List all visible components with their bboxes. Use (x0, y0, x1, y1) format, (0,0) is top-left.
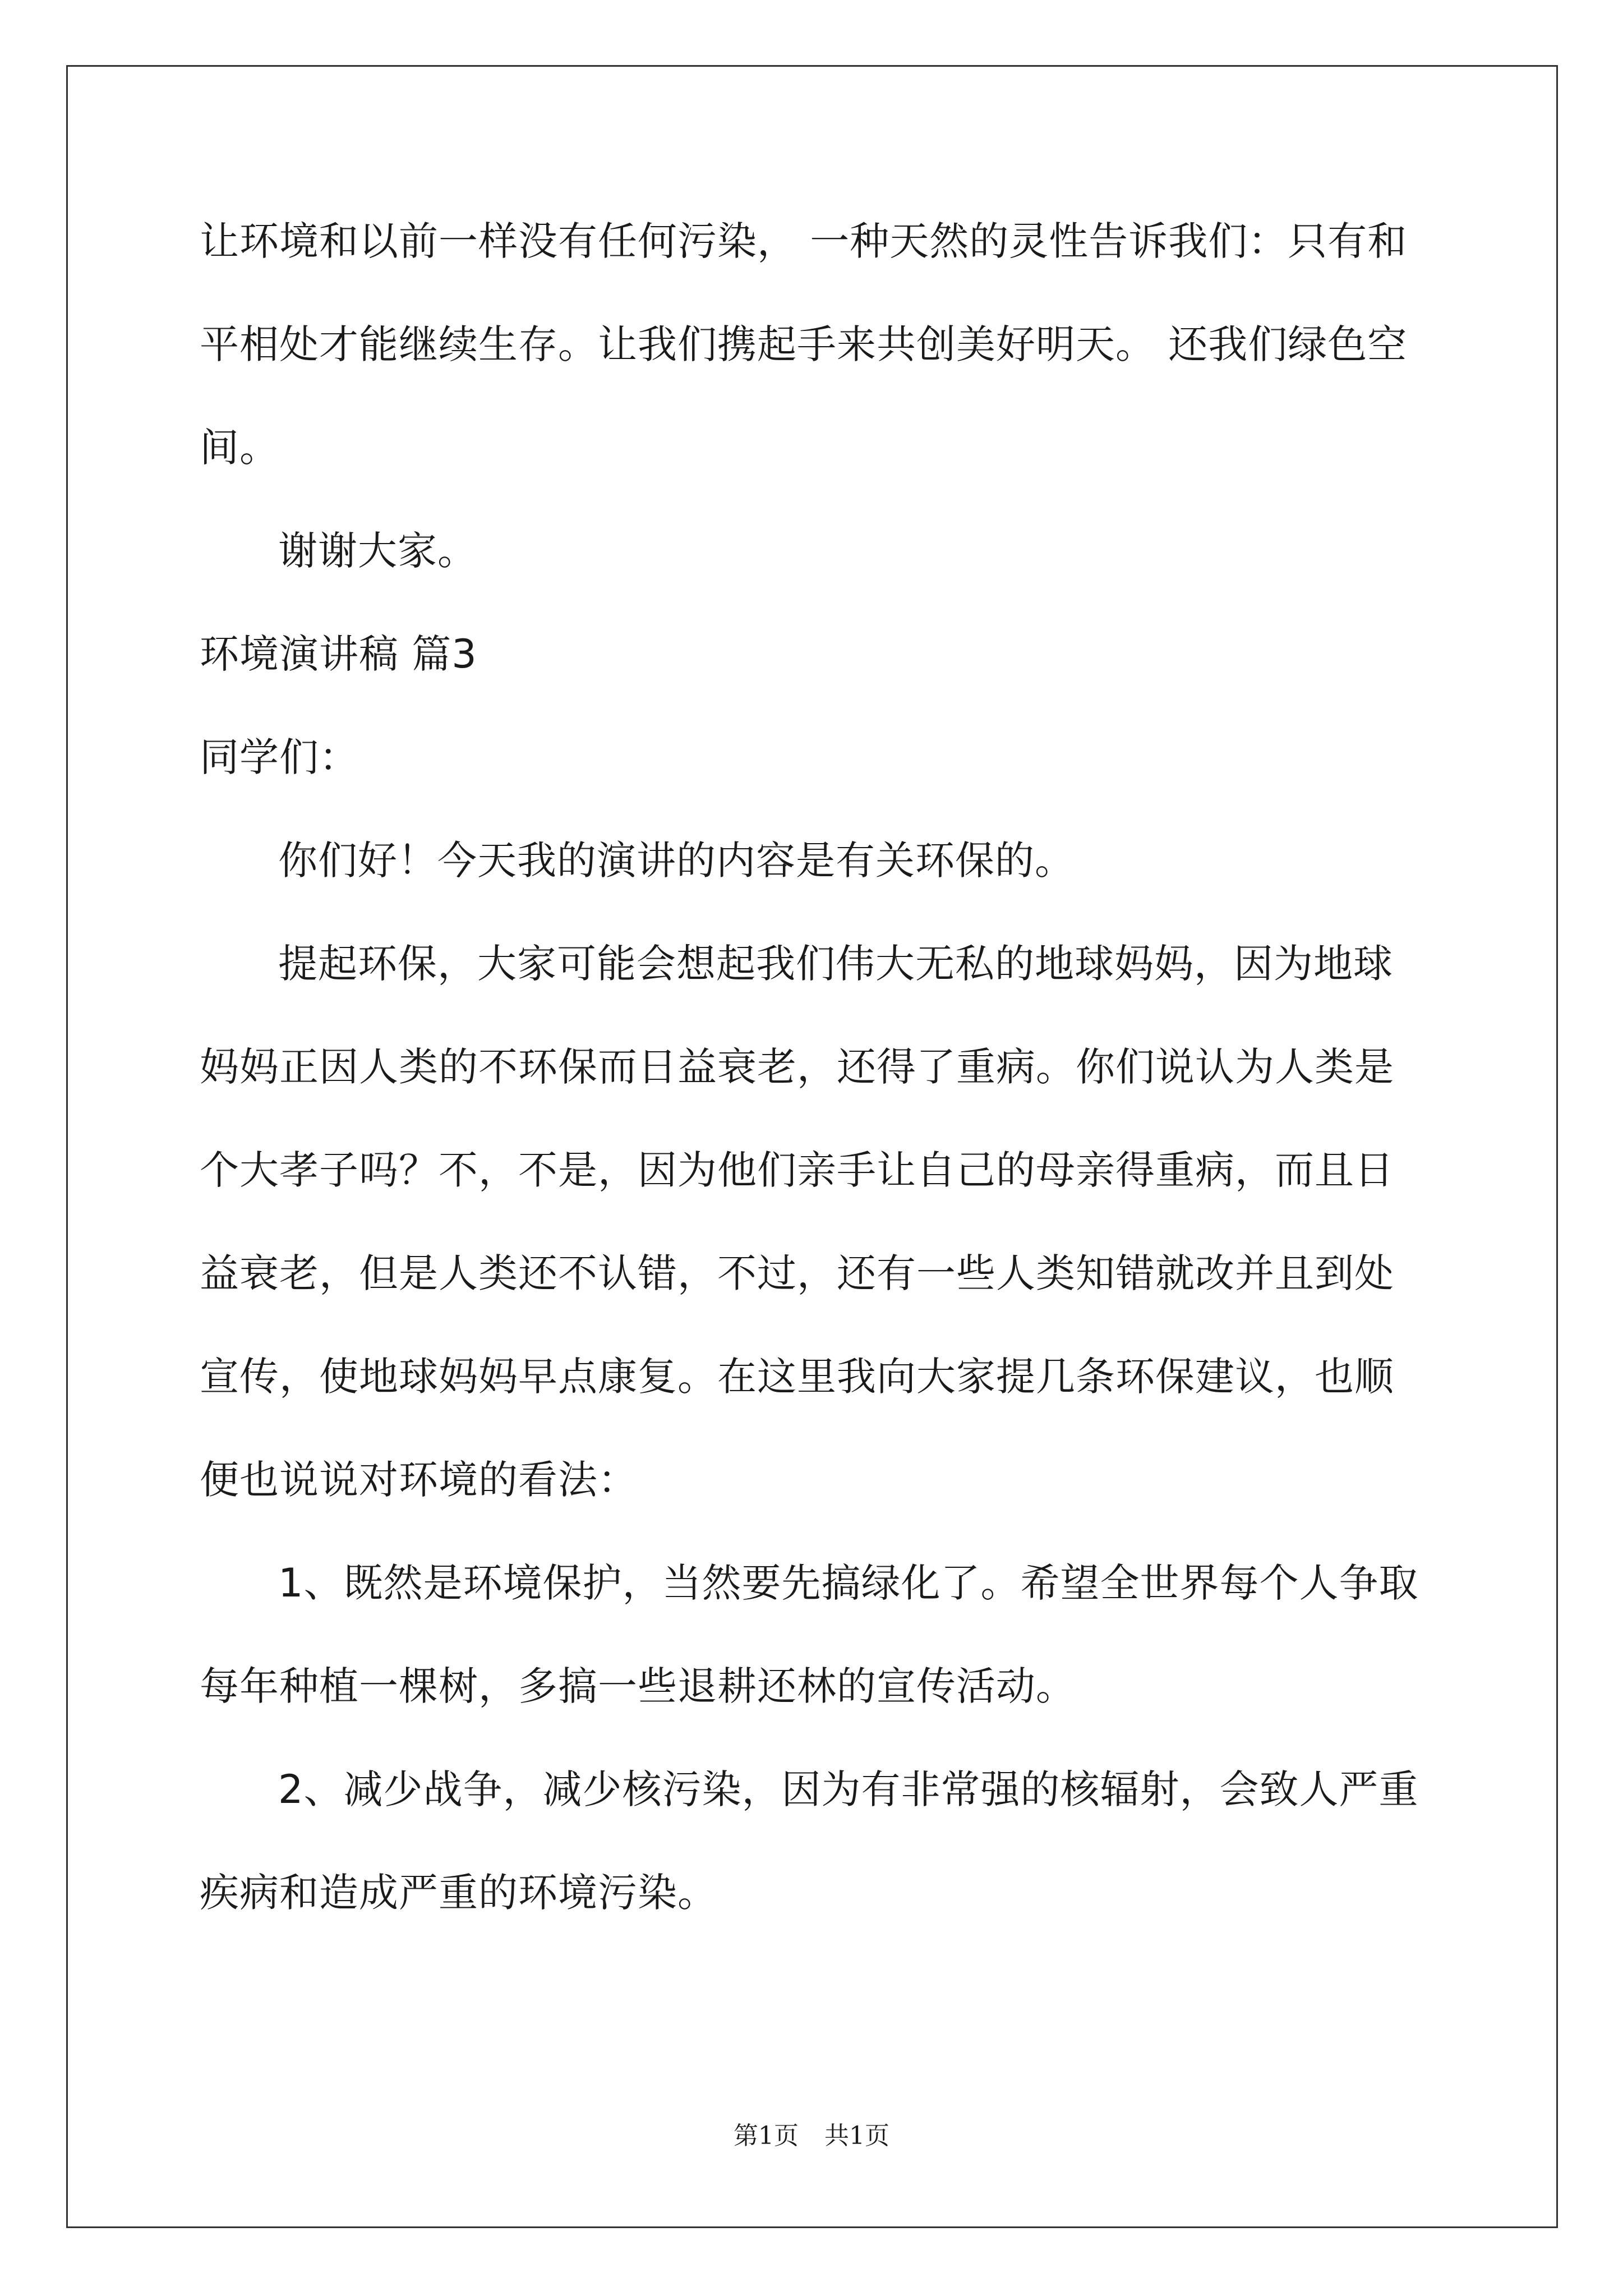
page-number: 第1页 (734, 2122, 799, 2150)
page-footer (0, 2119, 1623, 2153)
text-line-1: 让环境和以前一样没有任何污染， 一种天然的灵性告诉我们：只有和 (200, 218, 1408, 264)
text-line-17: 疾病和造成严重的环境污染。 (200, 1870, 717, 1916)
text-line-4: 谢谢大家。 (278, 528, 477, 574)
text-line-12: 宣传，使地球妈妈早点康复。在这里我向大家提几条环保建议，也顺 (200, 1354, 1394, 1400)
text-line-7: 你们好！今天我的演讲的内容是有关环保的。 (278, 838, 1075, 884)
text-line-2: 平相处才能继续生存。让我们携起手来共创美好明天。 还我们绿色空 (200, 321, 1408, 367)
page-total: 共1页 (824, 2122, 889, 2150)
text-line-15: 每年种植一棵树，多搞一些退耕还林的宣传活动。 (200, 1663, 1076, 1709)
text-line-10: 个大孝子吗？不，不是，因为他们亲手让自己的母亲得重病，而且日 (200, 1147, 1394, 1193)
text-line-3: 间。 (200, 425, 279, 471)
section-heading: 环境演讲稿 篇3 (200, 631, 477, 677)
salutation: 同学们： (200, 734, 359, 780)
text-line-9: 妈妈正因人类的不环保而日益衰老，还得了重病。你们说认为人类是 (200, 1044, 1394, 1090)
text-line-13: 便也说说对环境的看法： (200, 1457, 638, 1503)
text-line-14: 1、既然是环境保护，当然要先搞绿化了。希望全世界每个人争取 (278, 1560, 1419, 1606)
text-line-8: 提起环保，大家可能会想起我们伟大无私的地球妈妈，因为地球 (278, 941, 1393, 987)
text-line-16: 2、减少战争，减少核污染，因为有非常强的核辐射，会致人严重 (278, 1766, 1419, 1812)
text-line-11: 益衰老，但是人类还不认错，不过，还有一些人类知错就改并且到处 (200, 1250, 1394, 1296)
